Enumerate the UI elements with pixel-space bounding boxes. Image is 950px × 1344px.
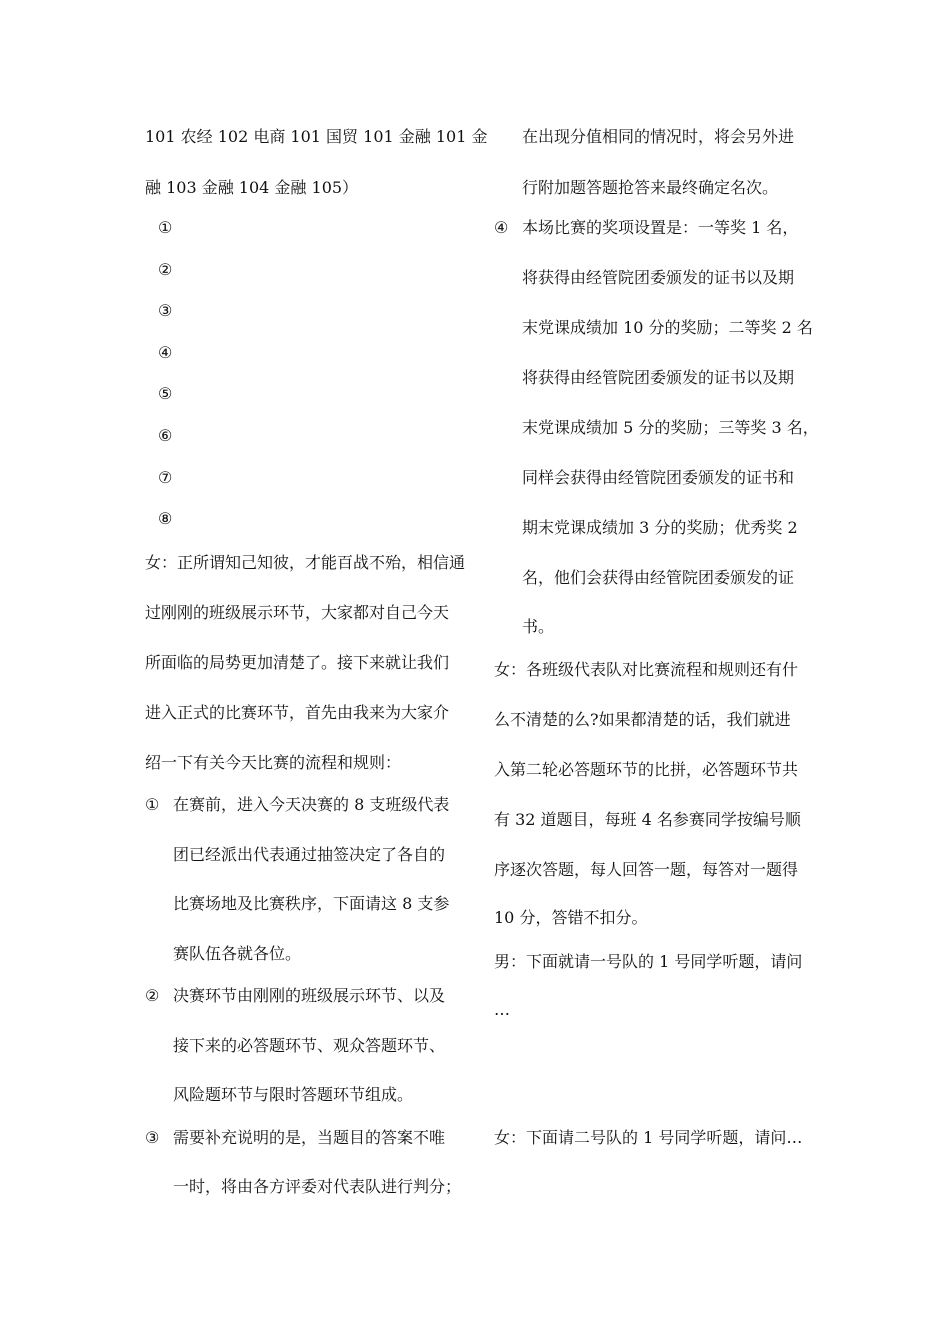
item-line: 本场比赛的奖项设置是：一等奖 1 名， <box>522 218 799 237</box>
item-line: 一时，将由各方评委对代表队进行判分； <box>173 1177 462 1196</box>
item-line: 比赛场地及比赛秩序，下面请这 8 支参 <box>173 894 450 913</box>
item-line: 团已经派出代表通过抽签决定了各自的 <box>173 845 446 864</box>
item-line: 末党课成绩加 5 分的奖励；三等奖 3 名， <box>522 418 819 437</box>
bullet-marker: ④ <box>158 343 173 362</box>
item-number: ④ <box>494 218 509 237</box>
intro-line: 融 103 金融 104 金融 105） <box>145 178 359 197</box>
paragraph-line: 入第二轮必答题环节的比拼，必答题环节共 <box>494 760 799 779</box>
paragraph-line: 女：各班级代表队对比赛流程和规则还有什 <box>494 660 799 679</box>
item-line: 末党课成绩加 10 分的奖励；二等奖 2 名 <box>522 318 813 337</box>
paragraph-line: 有 32 道题目，每班 4 名参赛同学按编号顺 <box>494 810 801 829</box>
bullet-marker: ③ <box>158 301 173 320</box>
item-line: 在出现分值相同的情况时，将会另外进 <box>522 127 795 146</box>
paragraph-line: 男：下面就请一号队的 1 号同学听题，请问 <box>494 952 803 971</box>
item-line: 行附加题答题抢答来最终确定名次。 <box>522 178 779 197</box>
item-line: 期末党课成绩加 3 分的奖励；优秀奖 2 <box>522 518 798 537</box>
bullet-marker: ② <box>158 260 173 279</box>
paragraph-line: 绍一下有关今天比赛的流程和规则： <box>145 753 402 772</box>
paragraph-line: … <box>494 1000 510 1019</box>
item-line: 接下来的必答题环节、观众答题环节、 <box>173 1036 446 1055</box>
item-number: ② <box>145 986 160 1005</box>
item-line: 同样会获得由经管院团委颁发的证书和 <box>522 468 795 487</box>
item-line: 需要补充说明的是，当题目的答案不唯 <box>173 1128 446 1147</box>
paragraph-line: 进入正式的比赛环节，首先由我来为大家介 <box>145 703 450 722</box>
bullet-marker: ⑤ <box>158 384 173 403</box>
item-line: 将获得由经管院团委颁发的证书以及期 <box>522 368 795 387</box>
item-line: 将获得由经管院团委颁发的证书以及期 <box>522 268 795 287</box>
paragraph-line: 序逐次答题，每人回答一题，每答对一题得 <box>494 860 799 879</box>
item-number: ③ <box>145 1128 160 1147</box>
bullet-marker: ① <box>158 218 173 237</box>
item-line: 赛队伍各就各位。 <box>173 944 302 963</box>
intro-line: 101 农经 102 电商 101 国贸 101 金融 101 金 <box>145 127 488 146</box>
paragraph-line: 女：下面请二号队的 1 号同学听题，请问… <box>494 1128 803 1147</box>
bullet-marker: ⑧ <box>158 509 173 528</box>
item-line: 风险题环节与限时答题环节组成。 <box>173 1085 414 1104</box>
item-number: ① <box>145 795 160 814</box>
paragraph-line: 所面临的局势更加清楚了。接下来就让我们 <box>145 653 450 672</box>
paragraph-line: 过刚刚的班级展示环节，大家都对自己今天 <box>145 603 450 622</box>
bullet-marker: ⑦ <box>158 468 173 487</box>
paragraph-line: 女：正所谓知己知彼，才能百战不殆，相信通 <box>145 553 466 572</box>
item-line: 在赛前，进入今天决赛的 8 支班级代表 <box>173 795 450 814</box>
paragraph-line: 10 分，答错不扣分。 <box>494 908 648 927</box>
item-line: 书。 <box>522 617 555 636</box>
item-line: 决赛环节由刚刚的班级展示环节、以及 <box>173 986 446 1005</box>
bullet-marker: ⑥ <box>158 426 173 445</box>
item-line: 名，他们会获得由经管院团委颁发的证 <box>522 568 795 587</box>
paragraph-line: 么不清楚的么?如果都清楚的话，我们就进 <box>494 710 791 729</box>
